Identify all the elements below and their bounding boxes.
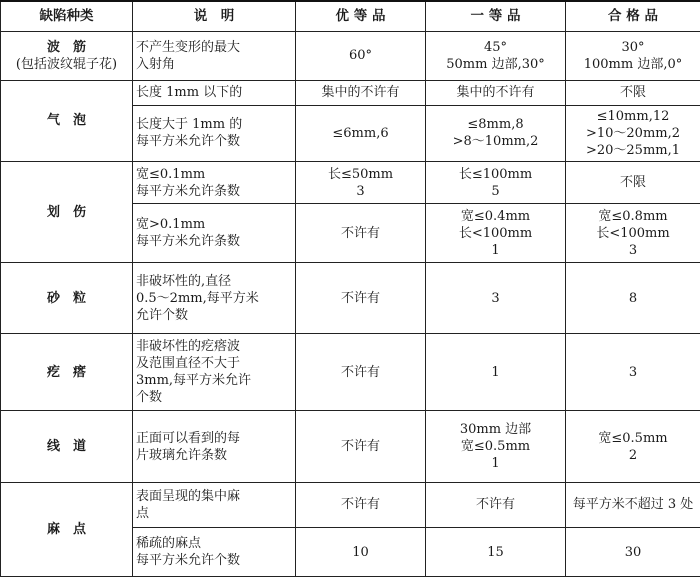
header-first-grade: 一 等 品 (426, 1, 566, 31)
table-row (1, 263, 700, 334)
description-cell: 宽>0.1mm 每平方米允许条数 (133, 204, 296, 263)
first-value: 长≤100mm 5 (426, 161, 566, 204)
description-cell: 正面可以看到的每 片玻璃允许条数 (133, 411, 296, 482)
qualified-value: 宽≤0.8mm 长<100mm 3 (566, 204, 700, 263)
header-defect-type: 缺陷种类 (1, 1, 133, 31)
first-value: 不许有 (426, 482, 566, 528)
superior-value: 长≤50mm 3 (296, 161, 426, 204)
category-sublabel: (包括波纹辊子花) (15, 56, 118, 72)
description-cell: 表面呈现的集中麻 点 (133, 482, 296, 528)
superior-value: 60° (296, 31, 426, 80)
first-value: 30mm 边部 宽≤0.5mm 1 (426, 411, 566, 482)
header-qualified-grade: 合 格 品 (566, 1, 700, 31)
header-superior-grade: 优 等 品 (296, 1, 426, 31)
qualified-value: 每平方米不超过 3 处 (566, 482, 700, 528)
first-value: ≤8mm,8 >8～10mm,2 (426, 106, 566, 162)
qualified-value: 不限 (566, 80, 700, 105)
table-row (1, 334, 700, 411)
qualified-value: 3 (566, 334, 700, 411)
qualified-value: 30° 100mm 边部,0° (566, 31, 700, 80)
superior-value: ≤6mm,6 (296, 106, 426, 162)
first-value: 3 (426, 263, 566, 334)
qualified-value: 8 (566, 263, 700, 334)
category-cell: 疙 瘩 (1, 334, 133, 411)
superior-value: 不许有 (296, 263, 426, 334)
superior-value: 不许有 (296, 482, 426, 528)
first-value: 宽≤0.4mm 长<100mm 1 (426, 204, 566, 263)
description-cell: 长度 1mm 以下的 (133, 80, 296, 105)
qualified-value: 30 (566, 528, 700, 577)
superior-value: 不许有 (296, 204, 426, 263)
superior-value: 不许有 (296, 411, 426, 482)
superior-value: 10 (296, 528, 426, 577)
first-value: 15 (426, 528, 566, 577)
description-cell: 非破坏性的疙瘩波 及范围直径不大于 3mm,每平方米允许 个数 (133, 334, 296, 411)
description-cell: 稀疏的麻点 每平方米允许个数 (133, 528, 296, 577)
header-description: 说 明 (133, 1, 296, 31)
description-cell: 不产生变形的最大 入射角 (133, 31, 296, 80)
superior-value: 不许有 (296, 334, 426, 411)
description-cell: 宽≤0.1mm 每平方米允许条数 (133, 161, 296, 204)
category-cell: 气 泡 (1, 80, 133, 161)
qualified-value: 不限 (566, 161, 700, 204)
category-cell: 麻 点 (1, 482, 133, 576)
header-row (1, 1, 700, 31)
category-cell: 线 道 (1, 411, 133, 482)
description-cell: 长度大于 1mm 的 每平方米允许个数 (133, 106, 296, 162)
table-row (1, 411, 700, 482)
table-row (1, 31, 700, 80)
first-value: 集中的不许有 (426, 80, 566, 105)
category-cell: 划 伤 (1, 161, 133, 262)
superior-value: 集中的不许有 (296, 80, 426, 105)
table-row (1, 482, 700, 528)
first-value: 1 (426, 334, 566, 411)
table-row (1, 161, 700, 204)
category-cell (1, 31, 133, 80)
category-label: 波 筋 (46, 39, 86, 55)
qualified-value: ≤10mm,12 >10～20mm,2 >20～25mm,1 (566, 106, 700, 162)
table-row (1, 80, 700, 105)
category-cell: 砂 粒 (1, 263, 133, 334)
qualified-value: 宽≤0.5mm 2 (566, 411, 700, 482)
description-cell: 非破坏性的,直径 0.5～2mm,每平方米 允许个数 (133, 263, 296, 334)
first-value: 45° 50mm 边部,30° (426, 31, 566, 80)
